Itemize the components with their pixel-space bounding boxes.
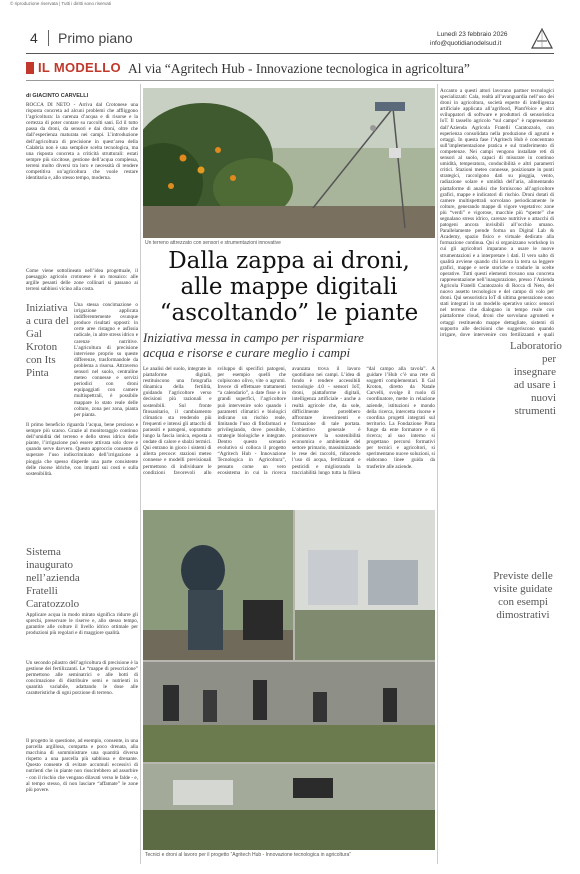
bottom-photo [143, 510, 435, 850]
top-photo-caption: Un terreno attrezzato con sensori e strumentazioni innovative [145, 240, 281, 246]
byline: di GIACINTO CARVELLI [26, 93, 89, 99]
pull-quote-right-bottom: Previste delle visite guidate con esempi dimostrativi [493, 570, 553, 621]
header-email: info@quotidianodelsud.it [430, 40, 502, 47]
section-title: Primo piano [58, 30, 133, 46]
headline-line-1: Dalla zappa ai droni, [168, 248, 410, 274]
kicker-label: IL MODELLO [38, 60, 121, 75]
body-col1-a: ROCCA DI NETO - Arriva dal Crotonese una risposta concreta ad alcuni problemi che affliggono l’agricoltura: la carenza d’acqua e di risorse e la certezza di poter contare su raccolti sani. Ed il tutto passa da droni, da sensori e dai droni, oltre che dall’esperienza maturata nei campi. L’introduzione dell’agricoltura di precisione in quest’area della Calabria non è una semplice scelta tecnologica, ma una risposta concreta a criticità strutturali: estati sempre più siccitose, gestione dell’acqua complessa, terreni molto diversi tra loro e necessità di rendere competitiva un’agricoltura che vuole restare identitaria e, allo stesso tempo, moderna. [26, 102, 138, 182]
col-separator-right [437, 84, 438, 864]
headline-line-2: alle mappe digitali [180, 274, 398, 300]
bottom-photo-caption: Tecnici e droni al lavoro per il progetto “Agritech Hub - Innovazione tecnologica in agricoltura” [145, 852, 351, 858]
subheadline-line-1: Iniziativa messa in campo per risparmiare [143, 330, 364, 345]
top-photo [143, 88, 435, 238]
headline-line-3: “ascoltando” le piante [159, 300, 419, 326]
copyright-note: © riproduzione riservata | Tutti i diritti sono riservati [10, 1, 112, 6]
masthead-logo [531, 28, 553, 50]
body-col1-c: Una stessa concimazione o irrigazione applicata indifferentemente ovunque produce risultati opposti: in certe aree ristagno e asfissia radicale, in altre stress idrico e carenze nutritive. L’agricoltura di precisione interviene proprio su queste differenze, trasformandole da problema a risorsa. Attraverso sensori nel suolo, centraline meteo connesse e servizi periodici con droni equipaggiati con camere multispettrali, è possibile mappare lo stato reale delle colture, zona per zona, pianta per pianta. [74, 302, 138, 418]
body-col1-b: Come viene sottolineato nell’idea progettuale, il paesaggio agricolo crotonese è un mosaico: alle argille pesanti delle zone collinari si passano ai terreni sabbiosi vicino alla costa. [26, 268, 138, 293]
subheadline-line-2: acqua e risorse e curare meglio i campi [143, 345, 351, 360]
title-rule [26, 80, 554, 81]
body-col3-a: Accanto a questi attori lavorano partner tecnologici specializzati: Cala, realtà all’avanguardia nell’uso dei droni in agricoltura, società esperte di intelligenza artificiale applicata all’agrifood, PlantVoice e altri sviluppatori di software e produttori di sensoristica IoT. Il tassello agricolo “sul campo” è rappresentato dall’Azienda Agricola Fratelli Caratozzolo, con esperienza consolidata nella produzione di agrumi e ortaggi. In questa fase l’Agritech Hub è concentrato sull’implementazione pratica e sul trasferimento di competenze. Nei campi vengono installate reti di sensori al suolo, capaci di misurare in continuo umidità, temperatura, conducibilità e altri parametri critici. Stazioni meteo connesse, posizionate in punti strategici, raccolgono dati su pioggia, vento, radiazione solare e umidità dell’aria, alimentando piattaforme di analisi che forniscono all’agricoltore grafici, mappe e indicatori di rischio. Droni dotati di camere multispettrali sorvolano periodicamente le colture, generando mappe di vigore vegetativo: zone più “verdi” e vigorose, macchie più “spente” che segnalano stress idrico, carenze nutritive o attacchi di patogeni ancora invisibili all’occhio umano. Parallelamente prende forma un Digital Lab & Academy, spazio fisico e virtuale dedicato alla formazione continua. Qui si organizzano workshop in cui gli agricoltori imparano a usare le nuove strumentazioni e a interpretare i dati. Il vero salto di qualità avviene quando chi lavora la terra sa leggere grafici, mappe e serie storiche e tradurle in scelte operative. Tutti questi elementi trovano una concreta rappresentazione nell’inaugurazione, presso l’Azienda Agricola Fratelli Caratozzolo di Rocca di Neto, del nuovo assetto tecnologico e del campo di volo per droni. Qui sensoristica IoT di ultima generazione sono stati integrati in un modello operativo unico: sensori nel terreno che dialogano in tempo reale con piattaforme cloud, droni che sorvolano agrumeti e ortaggi restituendo mappe dettagliate, sistemi di supporto alle decisioni che suggeriscono quando irrigare, dove intervenire con fertilizzanti e quali [440, 88, 554, 338]
pull-quote-left-bottom: Sistema inaugurato nell’azienda Fratelli Caratozzolo [26, 546, 80, 610]
header-date: Lunedì 23 febbraio 2026 [437, 31, 508, 38]
body-col2: Le analisi del suolo, integrate in piattaforme digitali, restituiscono una fotografia dinamica della fertilità, guidando l’agricoltore verso decisioni più razionali e sostenibili. Sul fronte fitosanitario, il cambiamento climatico sta rendendo più frequenti e intensi gli attacchi di parassiti e patogeni, soprattutto lungo la fascia ionica, esposta a ondate di calore e sbalzi termici. Qui entrano in gioco i sistemi di allerta precoce: stazioni meteo connesse e modelli previsionali permettono di individuare le condizioni favorevoli allo sviluppo di specifici patogeni, per esempio quelli che colpiscono olivo, vite o agrumi. Invece di effettuare trattamenti “a calendario”, a date fisse e in grandi superfici, l’agricoltore può intervenire solo quando i parametri climatici e biologici indicano un rischio reale, limitando l’uso di fitofarmaci e privilegiando, dove possibile, strategie biologiche e integrate. Dentro questo scenario evolutivo si colloca il progetto “Agritech Hub - Innovazione Tecnologica in Agricoltura”, pensato come un vero ecosistema in cui la ricerca avanzata trova il lavoro quotidiano nei campi. L’idea di fondo è rendere accessibili tecnologie 4.0 - sensori IoT, droni, piattaforme digitali, intelligenza artificiale - anche a realtà agricole che, da sole, difficilmente potrebbero affrontare investimenti e formazione di tale portata. L’obiettivo generale è promuovere la sostenibilità economica e ambientale del settore primario, massimizzando le rese dei raccolti, riducendo l’uso di acqua, fertilizzanti e pesticidi e migliorando la tracciabilità lungo tutta la filiera “dal campo alla tavola”. A guidare l’Hub c’è una rete di soggetti complementari. Il Gal Kroton, diretto da Natale Carvelli, svolge il ruolo di coordinatore, mette in relazione aziende, istituzioni e mondo della ricerca, intercetta risorse e coordina progetti integrati sul territorio. La Fondazione Pinta funge da ente formatore e di ricerca; al suo interno si progettano percorsi formativi per tecnici e agricoltori, si sperimentano nuove soluzioni, si elaborano linee guida da trasferire alle aziende. [143, 366, 435, 476]
header-divider [48, 30, 49, 46]
col-separator-left [140, 84, 141, 864]
kicker-block [26, 62, 34, 74]
body-col1-f: Un secondo pilastro dell’agricoltura di precisione è la gestione dei fertilizzanti. Le “mappe di prescrizione” permettono alle seminatrici e alle botti di concimazione di distribuire semi e nutrienti in quantità variabile, adattando le dose alle caratteristiche di ogni porzione di terreno. [26, 660, 138, 697]
pull-quote-left-top: Iniziativa a cura del Gal Kroton con Its Pinta [26, 302, 69, 379]
pull-quote-right-top: Laboratorio per insegnare ad usare i nuovi strumenti [510, 340, 562, 417]
subheadline [143, 330, 435, 360]
body-col1-e: Applicare acqua in modo mirato significa ridurre gli sprechi, preservare le riserve e, allo stesso tempo, garantire alle colture il livello idrico ottimale per produzioni più regolari e di maggiore qualità. [26, 612, 138, 637]
top-title: Al via “Agritech Hub - Innovazione tecnologica in agricoltura” [128, 61, 470, 76]
header-rule [26, 53, 554, 54]
body-col1-g: Il progetto in questione, ad esempio, consente, in una parcella argillosa, compatta e poco drenata, alla macchina di somministrare una quantità diversa rispetto a una parcella più sabbiosa e drenante. Questo consente di evitare accumuli eccessivi di nutrienti che in piante non riuscirebbero ad assorbire - con il rischio che vengano dilavati verso le falde - e, al tempo stesso, di non lasciare “affamate” le zone più povere. [26, 738, 138, 793]
page-number: 4 [30, 30, 38, 46]
headline [143, 248, 435, 326]
body-col1-d: Il primo beneficio riguarda l’acqua, bene prezioso e sempre più scarso. Grazie al monitoraggio continuo dell’umidità del terreno e dello stress idrico delle piante, l’irrigazione può essere attivata solo dove e quando serve davvero. Questo approccio consente di superare l’uso indiscriminato dell’irrigazione a pioggia che spesso disperde una parte consistente delle risorse idriche, con impatti sui costi e sulla sostenibilità. [26, 422, 138, 477]
body-col3-b [440, 340, 506, 490]
